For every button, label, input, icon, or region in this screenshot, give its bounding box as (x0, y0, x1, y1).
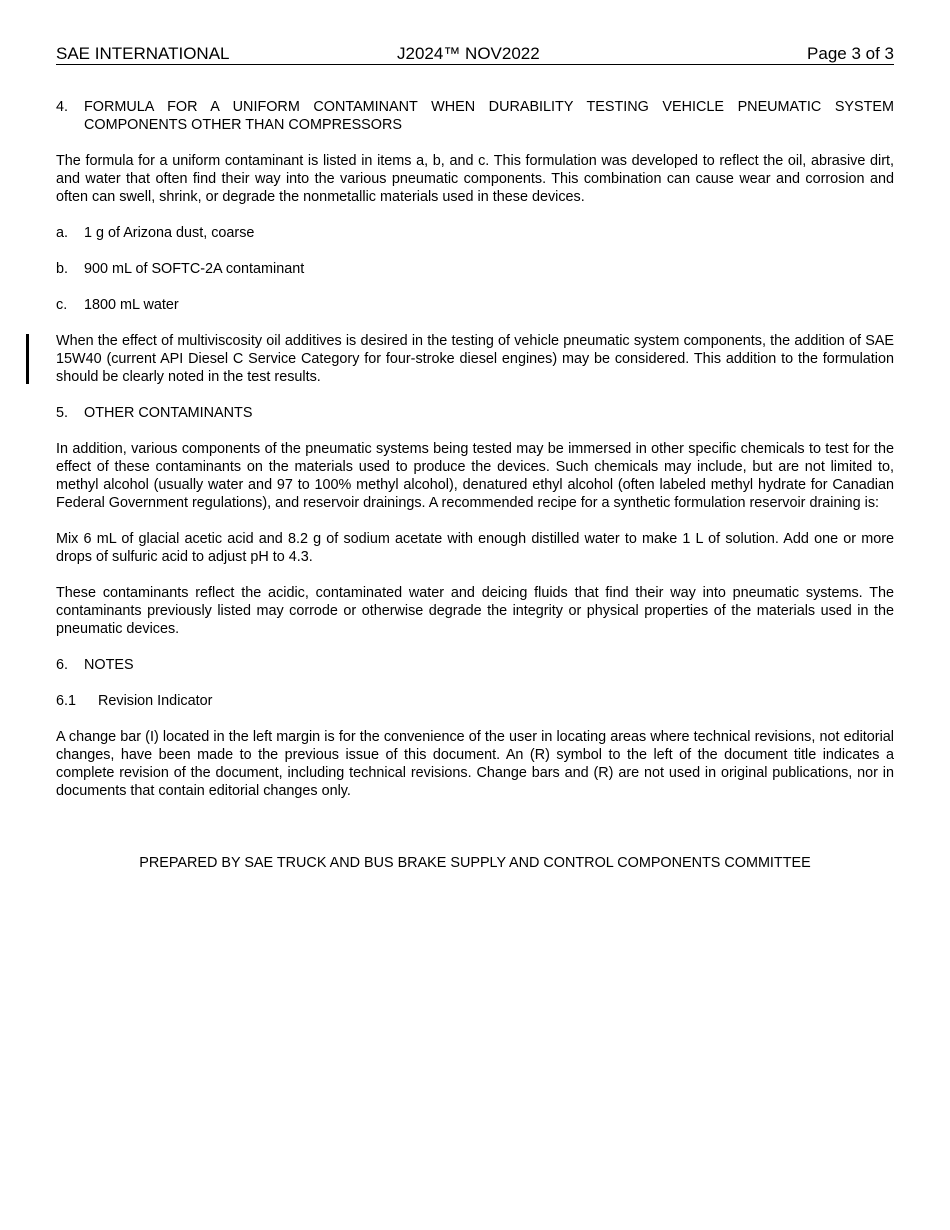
list-item-text: 1 g of Arizona dust, coarse (84, 225, 255, 241)
list-item-text: 1800 mL water (84, 297, 179, 313)
section-title: NOTES (84, 657, 134, 673)
list-item-label: b. (56, 261, 69, 277)
section-4-intro: The formula for a uniform contaminant is listed in items a, b, and c. This formulation was developed to reflect the oil, abrasive dirt, and water that often find their way into the various pneumatic components. This combination can cause wear and corrosion and often can swell, shrink, or degrade the nonmetallic materials used in these devices. (56, 153, 894, 205)
revision-change-bar (26, 334, 29, 384)
section-title: FORMULA FOR A UNIFORM CONTAMINANT WHEN DURABILITY TESTING VEHICLE PNEUMATIC SYSTEM COMPONENTS OTHER THAN COMPRESSORS (84, 99, 894, 133)
section-number: 5. (56, 405, 69, 421)
header-page-number: Page 3 of 3 (807, 44, 894, 63)
subsection-title: Revision Indicator (98, 693, 213, 709)
section-number: 6. (56, 657, 69, 673)
section-5-paragraph-3: These contaminants reflect the acidic, contaminated water and deicing fluids that find their way into pneumatic systems. The contaminants previously listed may corrode or otherwise degrade the integrity or physical properties of the materials used in the pneumatic devices. (56, 585, 894, 637)
list-item (56, 260, 894, 278)
list-item-label: a. (56, 225, 69, 241)
subsection-6-1-text: A change bar (I) located in the left margin is for the convenience of the user in locating areas where technical revisions, not editorial changes, have been made to the previous issue of this document. An (R) symbol to the left of the document title indicates a complete revision of the document, including technical revisions. Change bars and (R) are not used in original publications, nor in documents that contain editorial changes only. (56, 729, 894, 799)
section-number: 4. (56, 99, 69, 115)
list-item-text: 900 mL of SOFTC-2A contaminant (84, 261, 305, 277)
section-5-paragraph-1: In addition, various components of the pneumatic systems being tested may be immersed in other specific chemicals to test for the effect of these contaminants on the materials used to produce the devices. Such chemicals may include, but are not limited to, methyl alcohol (usually water and 97 to 100% methyl alcohol), denatured ethyl alcohol (often labeled methyl hydrate for Canadian Federal Government regulations), and reservoir drainings. A recommended recipe for a synthetic formulation reservoir draining is: (56, 441, 894, 511)
section-5-heading (56, 404, 894, 422)
prepared-by-committee: PREPARED BY SAE TRUCK AND BUS BRAKE SUPPLY AND CONTROL COMPONENTS COMMITTEE (139, 855, 811, 871)
document-body (56, 98, 894, 872)
subsection-number: 6.1 (56, 693, 77, 709)
section-6-heading (56, 656, 894, 674)
list-item (56, 224, 894, 242)
header-organization: SAE INTERNATIONAL (56, 44, 230, 63)
subsection-6-1-heading (56, 692, 894, 710)
header-document-id: J2024™ NOV2022 (397, 44, 540, 63)
section-4-heading (56, 98, 894, 134)
section-title: OTHER CONTAMINANTS (84, 405, 253, 421)
section-5-paragraph-2: Mix 6 mL of glacial acetic acid and 8.2 g of sodium acetate with enough distilled water to make 1 L of solution. Add one or more drops of sulfuric acid to adjust pH to 4.3. (56, 531, 894, 565)
list-item-label: c. (56, 297, 68, 313)
section-4-additive-note: When the effect of multiviscosity oil additives is desired in the testing of vehicle pneumatic system components, the addition of SAE 15W40 (current API Diesel C Service Category for four-stroke diesel engines) may be considered. This addition to the formulation should be clearly noted in the test results. (56, 333, 894, 385)
document-page (56, 44, 894, 872)
page-header (56, 44, 894, 65)
list-item (56, 296, 894, 314)
